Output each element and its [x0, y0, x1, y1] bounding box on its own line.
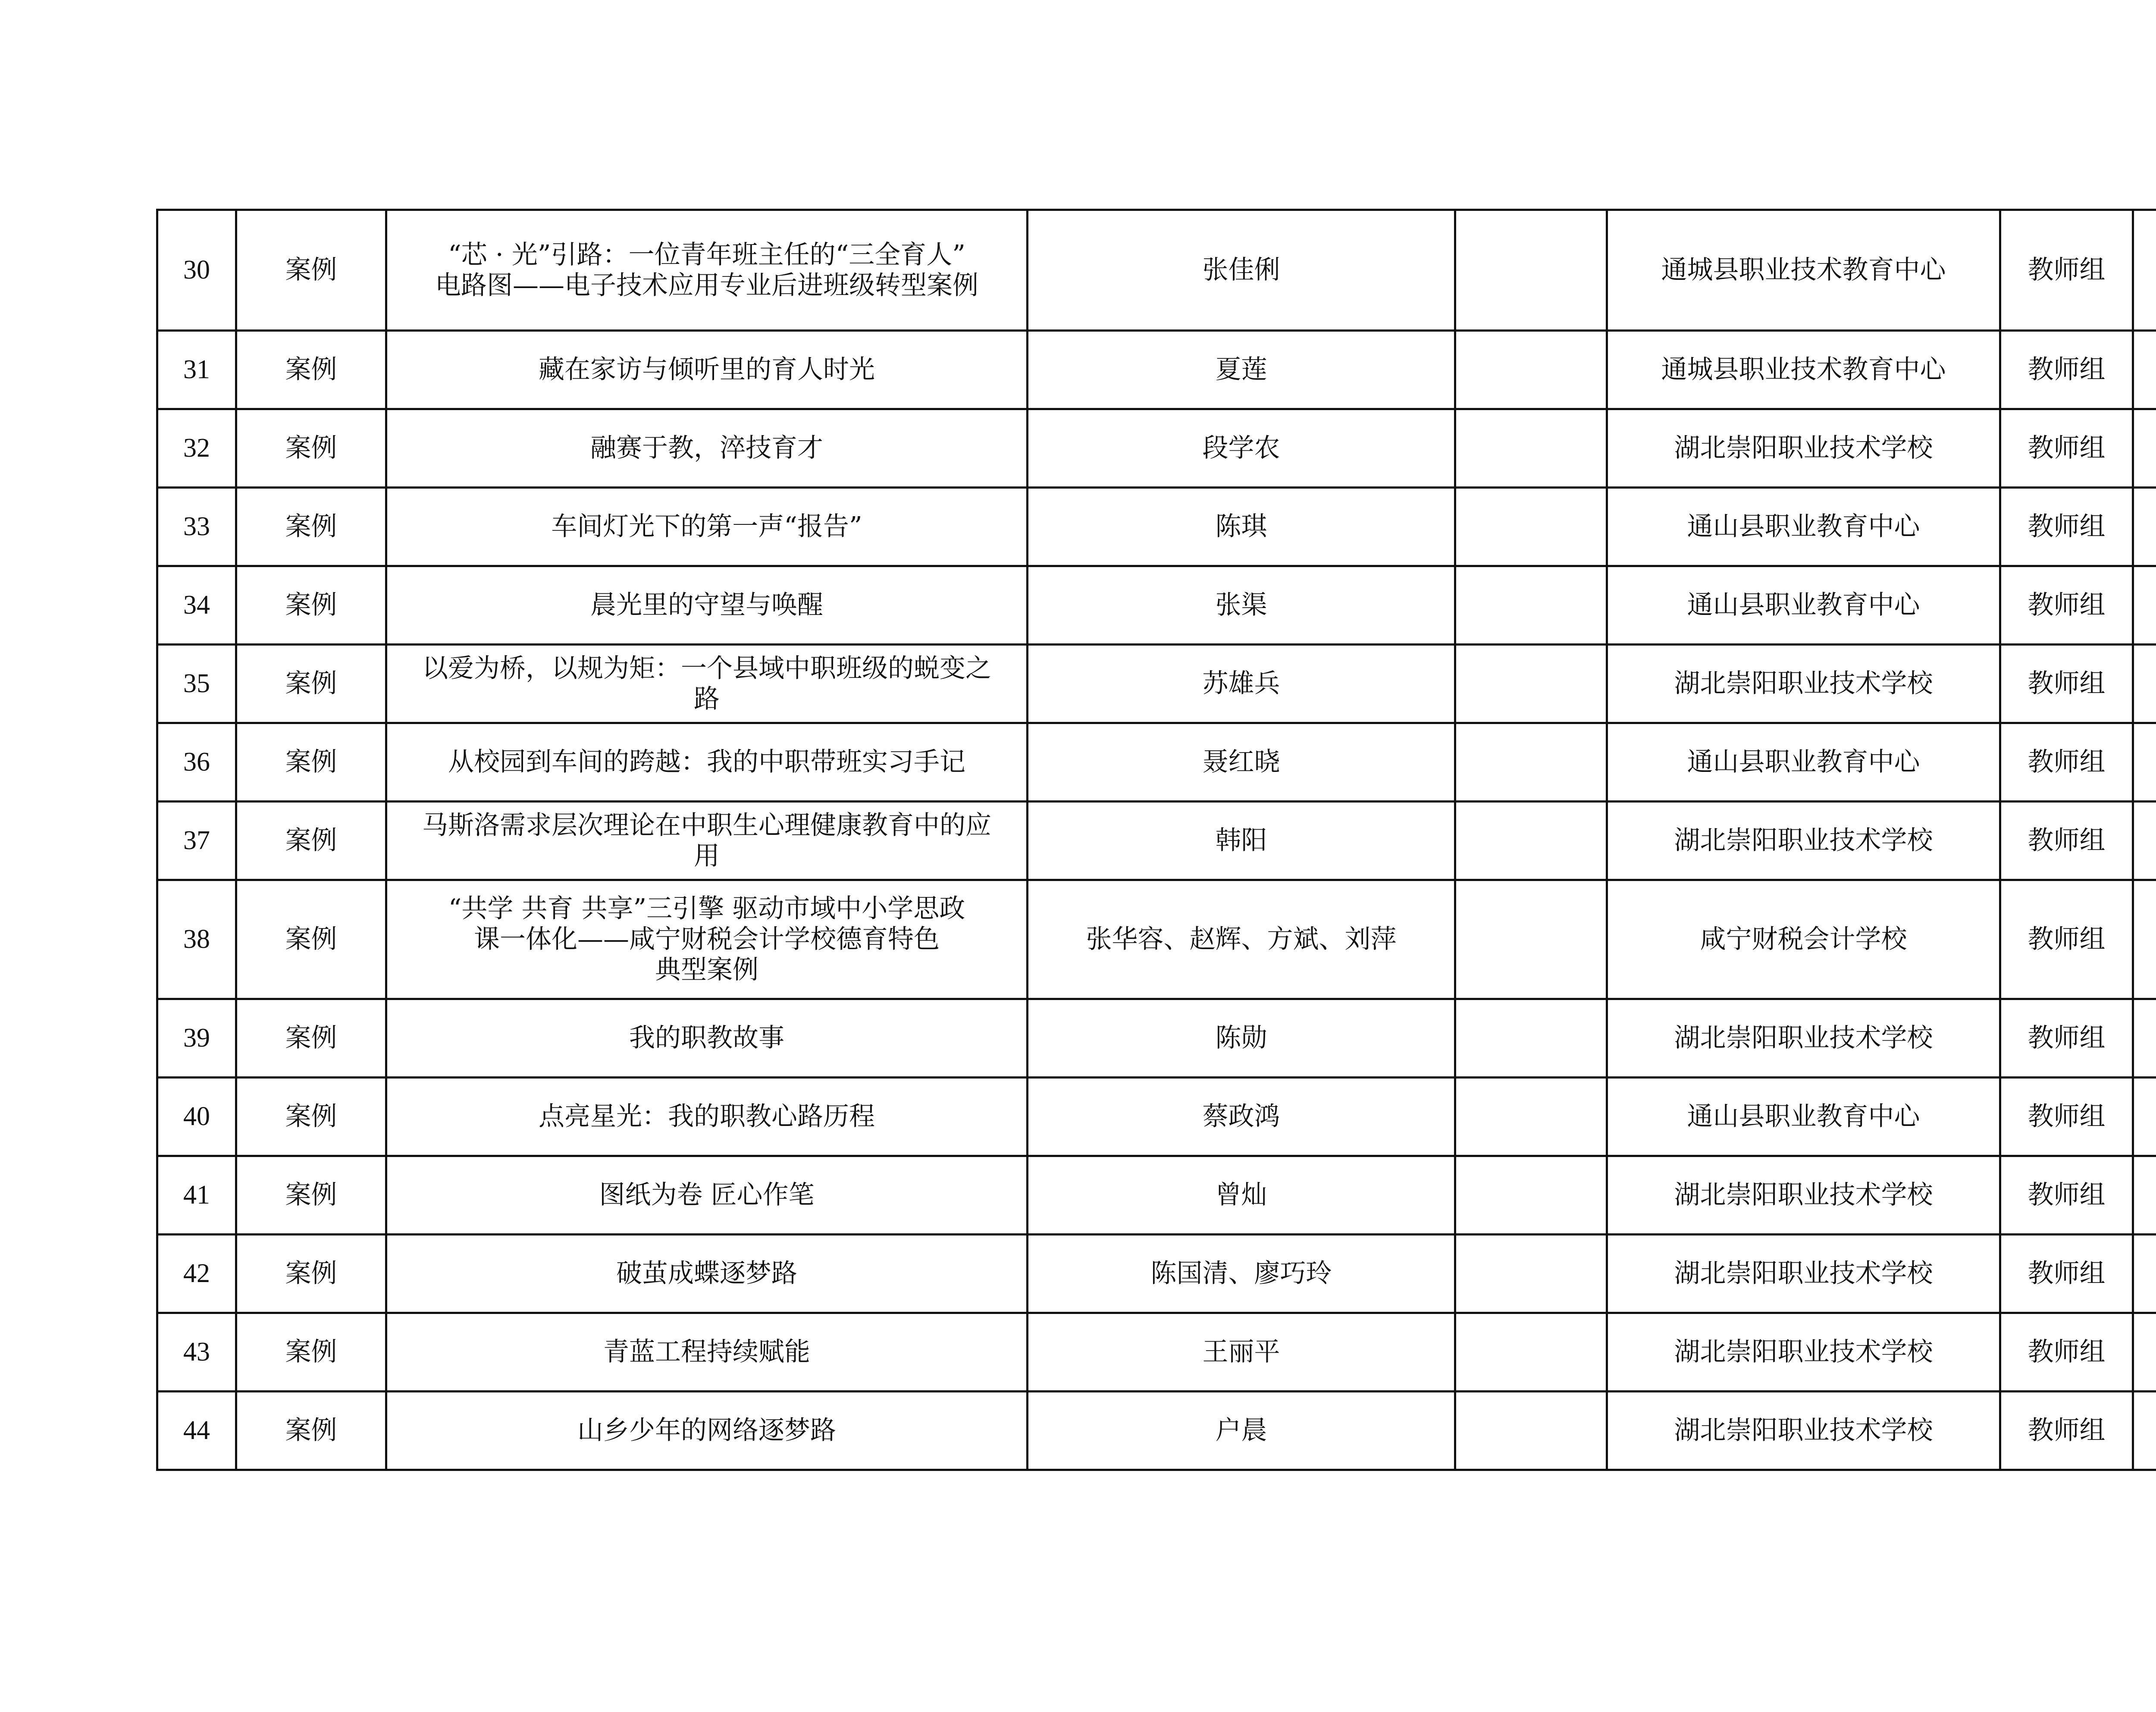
entry-author: 户晨 — [1028, 1392, 1455, 1470]
entry-title-line: 以爱为桥，以规为矩：一个县域中职班级的蜕变之 — [422, 653, 991, 684]
entry-group: 教师组 — [2000, 331, 2133, 409]
entry-title-line: 典型案例 — [655, 954, 758, 985]
entry-award — [2133, 802, 2156, 880]
entry-title-line: 我的职教故事 — [629, 1023, 784, 1054]
entry-group: 教师组 — [2000, 1313, 2133, 1392]
row-number: 33 — [157, 488, 236, 566]
entry-unit: 湖北崇阳职业技术学校 — [1607, 1392, 2000, 1470]
entry-title-line: 点亮星光：我的职教心路历程 — [539, 1101, 875, 1132]
entry-title — [386, 1235, 1028, 1313]
entry-award — [2133, 566, 2156, 645]
row-number: 41 — [157, 1156, 236, 1235]
entry-award — [2133, 331, 2156, 409]
table-row — [157, 880, 2156, 999]
entry-title — [386, 1078, 1028, 1156]
entry-title — [386, 645, 1028, 723]
entry-author: 夏莲 — [1028, 331, 1455, 409]
entry-award — [2133, 488, 2156, 566]
table-row — [157, 331, 2156, 409]
entry-title — [386, 1313, 1028, 1392]
entry-title — [386, 880, 1028, 999]
row-number: 44 — [157, 1392, 236, 1470]
table-row — [157, 645, 2156, 723]
row-number: 30 — [157, 210, 236, 331]
entry-group: 教师组 — [2000, 723, 2133, 802]
entry-extra — [1455, 1235, 1607, 1313]
entry-author: 段学农 — [1028, 409, 1455, 488]
entry-title — [386, 723, 1028, 802]
entry-type: 案例 — [236, 409, 386, 488]
entry-title-line: 电路图——电子技术应用专业后进班级转型案例 — [435, 270, 978, 301]
entry-extra — [1455, 1156, 1607, 1235]
entry-type: 案例 — [236, 1078, 386, 1156]
entry-type: 案例 — [236, 210, 386, 331]
entry-award — [2133, 1235, 2156, 1313]
row-number: 37 — [157, 802, 236, 880]
entry-title-line: 从校园到车间的跨越：我的中职带班实习手记 — [448, 747, 965, 778]
entry-award — [2133, 1078, 2156, 1156]
entry-award — [2133, 1392, 2156, 1470]
row-number: 34 — [157, 566, 236, 645]
entry-author: 王丽平 — [1028, 1313, 1455, 1392]
entry-award — [2133, 645, 2156, 723]
entry-group: 教师组 — [2000, 409, 2133, 488]
entry-group: 教师组 — [2000, 802, 2133, 880]
entry-extra — [1455, 999, 1607, 1078]
entry-unit: 湖北崇阳职业技术学校 — [1607, 1313, 2000, 1392]
entry-author: 曾灿 — [1028, 1156, 1455, 1235]
entry-extra — [1455, 645, 1607, 723]
entry-type: 案例 — [236, 802, 386, 880]
entry-group: 教师组 — [2000, 999, 2133, 1078]
entry-unit: 通山县职业教育中心 — [1607, 723, 2000, 802]
entry-title-line: 用 — [694, 840, 720, 871]
entry-type: 案例 — [236, 488, 386, 566]
entry-title-line: 路 — [694, 684, 720, 714]
entry-author: 陈国清、廖巧玲 — [1028, 1235, 1455, 1313]
entry-extra — [1455, 566, 1607, 645]
entry-title-line: 课一体化——咸宁财税会计学校德育特色 — [474, 924, 940, 955]
row-number: 38 — [157, 880, 236, 999]
row-number: 39 — [157, 999, 236, 1078]
table-row — [157, 999, 2156, 1078]
entry-title-line: 车间灯光下的第一声“报告” — [551, 511, 862, 542]
table-row — [157, 1235, 2156, 1313]
entry-author: 张渠 — [1028, 566, 1455, 645]
entry-title-line: “芯 · 光”引路：一位青年班主任的“三全育人” — [448, 239, 965, 270]
entry-title-line: 图纸为卷 匠心作笔 — [599, 1180, 815, 1210]
awards-table — [156, 209, 2156, 1471]
table-row — [157, 1313, 2156, 1392]
table-row — [157, 802, 2156, 880]
entry-title-line: 青蓝工程持续赋能 — [603, 1337, 810, 1367]
table-row — [157, 1392, 2156, 1470]
entry-title — [386, 999, 1028, 1078]
entry-type: 案例 — [236, 880, 386, 999]
row-number: 43 — [157, 1313, 236, 1392]
entry-author: 韩阳 — [1028, 802, 1455, 880]
entry-title-line: 晨光里的守望与唤醒 — [590, 590, 823, 621]
entry-award — [2133, 1313, 2156, 1392]
entry-type: 案例 — [236, 331, 386, 409]
entry-title — [386, 331, 1028, 409]
entry-award — [2133, 1156, 2156, 1235]
entry-award — [2133, 409, 2156, 488]
table-row — [157, 488, 2156, 566]
entry-title-line: 破茧成蝶逐梦路 — [616, 1258, 797, 1289]
entry-title — [386, 566, 1028, 645]
table-body — [157, 210, 2156, 1470]
entry-author: 聂红晓 — [1028, 723, 1455, 802]
entry-extra — [1455, 488, 1607, 566]
entry-type: 案例 — [236, 1313, 386, 1392]
entry-extra — [1455, 1313, 1607, 1392]
table-row — [157, 566, 2156, 645]
entry-group: 教师组 — [2000, 488, 2133, 566]
entry-title — [386, 488, 1028, 566]
entry-type: 案例 — [236, 723, 386, 802]
table-row — [157, 1078, 2156, 1156]
entry-extra — [1455, 880, 1607, 999]
entry-title-line: “共学 共育 共享”三引擎 驱动市域中小学思政 — [448, 894, 965, 924]
entry-unit: 湖北崇阳职业技术学校 — [1607, 1156, 2000, 1235]
row-number: 31 — [157, 331, 236, 409]
entry-extra — [1455, 723, 1607, 802]
entry-type: 案例 — [236, 1156, 386, 1235]
table-row — [157, 409, 2156, 488]
entry-author: 张华容、赵辉、方斌、刘萍 — [1028, 880, 1455, 999]
row-number: 32 — [157, 409, 236, 488]
entry-group: 教师组 — [2000, 1078, 2133, 1156]
entry-group: 教师组 — [2000, 1392, 2133, 1470]
entry-type: 案例 — [236, 645, 386, 723]
entry-title — [386, 802, 1028, 880]
entry-title-line: 融赛于教，淬技育才 — [590, 433, 823, 464]
row-number: 35 — [157, 645, 236, 723]
entry-unit: 湖北崇阳职业技术学校 — [1607, 409, 2000, 488]
entry-extra — [1455, 1392, 1607, 1470]
entry-group: 教师组 — [2000, 645, 2133, 723]
entry-author: 陈琪 — [1028, 488, 1455, 566]
entry-group: 教师组 — [2000, 1235, 2133, 1313]
entry-author: 苏雄兵 — [1028, 645, 1455, 723]
entry-group: 教师组 — [2000, 566, 2133, 645]
entry-title-line: 山乡少年的网络逐梦路 — [577, 1415, 836, 1446]
entry-type: 案例 — [236, 1392, 386, 1470]
entry-title — [386, 1156, 1028, 1235]
entry-type: 案例 — [236, 999, 386, 1078]
row-number: 36 — [157, 723, 236, 802]
entry-group: 教师组 — [2000, 1156, 2133, 1235]
entry-group: 教师组 — [2000, 210, 2133, 331]
entry-title — [386, 1392, 1028, 1470]
entry-group: 教师组 — [2000, 880, 2133, 999]
entry-title — [386, 409, 1028, 488]
entry-award — [2133, 723, 2156, 802]
entry-unit: 通城县职业技术教育中心 — [1607, 210, 2000, 331]
row-number: 40 — [157, 1078, 236, 1156]
entry-type: 案例 — [236, 566, 386, 645]
entry-unit: 湖北崇阳职业技术学校 — [1607, 1235, 2000, 1313]
entry-title-line: 马斯洛需求层次理论在中职生心理健康教育中的应 — [422, 810, 991, 840]
entry-extra — [1455, 331, 1607, 409]
entry-extra — [1455, 1078, 1607, 1156]
entry-extra — [1455, 802, 1607, 880]
table-row — [157, 210, 2156, 331]
entry-award — [2133, 210, 2156, 331]
entry-unit: 通山县职业教育中心 — [1607, 488, 2000, 566]
entry-extra — [1455, 409, 1607, 488]
entry-type: 案例 — [236, 1235, 386, 1313]
entry-unit: 湖北崇阳职业技术学校 — [1607, 802, 2000, 880]
entry-title-line: 藏在家访与倾听里的育人时光 — [539, 354, 875, 385]
entry-award — [2133, 999, 2156, 1078]
entry-author: 张佳俐 — [1028, 210, 1455, 331]
entry-extra — [1455, 210, 1607, 331]
entry-unit: 湖北崇阳职业技术学校 — [1607, 645, 2000, 723]
entry-title — [386, 210, 1028, 331]
row-number: 42 — [157, 1235, 236, 1313]
entry-author: 陈勋 — [1028, 999, 1455, 1078]
entry-unit: 通山县职业教育中心 — [1607, 566, 2000, 645]
entry-unit: 咸宁财税会计学校 — [1607, 880, 2000, 999]
entry-award — [2133, 880, 2156, 999]
entry-unit: 湖北崇阳职业技术学校 — [1607, 999, 2000, 1078]
table-row — [157, 723, 2156, 802]
entry-unit: 通山县职业教育中心 — [1607, 1078, 2000, 1156]
table-row — [157, 1156, 2156, 1235]
entry-author: 蔡政鸿 — [1028, 1078, 1455, 1156]
entry-unit: 通城县职业技术教育中心 — [1607, 331, 2000, 409]
